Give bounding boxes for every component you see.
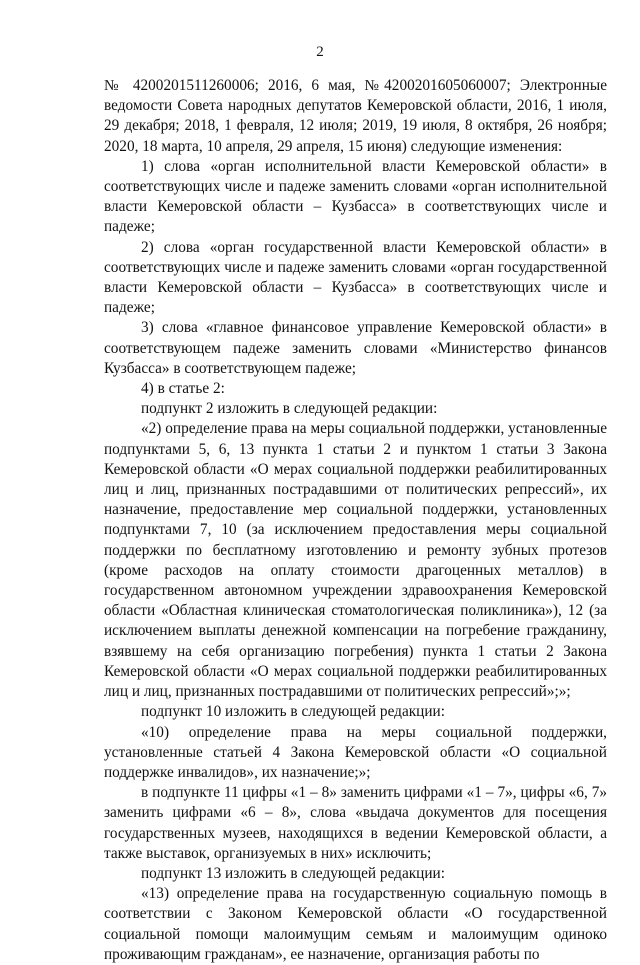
- paragraph-continuation: № 4200201511260006; 2016, 6 мая, №4200201605060007; Электронные ведомости Совета народных депутатов Кемеровской области, 2016, 1 июля, 29 декабря; 2018, 1 февраля, 12 июля; 2019, 19 июля, 8 октября, 26 ноября; 2020, 18 марта, 10 апреля, 29 апреля, 15 июня) следующие изменения:: [104, 77, 607, 155]
- paragraph-item-2: 2) слова «орган государственной власти Кемеровской области» в соответствующих числе и падеже заменить словами «орган государственной власти Кемеровской области – Кузбасса» в соответствующих числе и падеже;: [104, 238, 607, 317]
- paragraph-subpoint-11: в подпункте 11 цифры «1 – 8» заменить цифрами «1 – 7», цифры «6, 7» заменить цифрами «6 – 8», слова «выдача документов для посещения государственных музеев, находящихся в ведении Кемеровской области, а также выставок, организуемых в них» исключить;: [104, 784, 607, 862]
- paragraph-subpoint-13-text: «13) определение права на государственную социальную помощь в соответствии с Законом Кемеровской области «О государственной социальной помощи малоимущим семьям и малоимущим одиноко проживающим гражданам», ее назначение, организация работы по: [104, 885, 607, 963]
- page-number: 2: [316, 44, 324, 60]
- paragraph-subpoint-10-text: «10) определение права на меры социальной поддержки, установленные статьей 4 Закона Кемеровской области «О социальной поддержке инвалидов», их назначение;»;: [104, 723, 607, 781]
- paragraph-item-4: 4) в статье 2:: [141, 380, 225, 398]
- paragraph-subpoint-13-intro: подпункт 13 изложить в следующей редакции:: [141, 864, 445, 882]
- paragraph-item-1: 1) слова «орган исполнительной власти Кемеровской области» в соответствующих числе и падеже заменить словами «орган исполнительной власти Кемеровской области – Кузбасса» в соответствующих числе и падеже;: [104, 157, 607, 236]
- paragraph-subpoint-10-intro: подпункт 10 изложить в следующей редакции:: [141, 703, 445, 721]
- paragraph-subpoint-2-intro: подпункт 2 изложить в следующей редакции:: [141, 400, 438, 418]
- paragraph-item-3: 3) слова «главное финансовое управление Кемеровской области» в соответствующем падеже заменить словами «Министерство финансов Кузбасса» в соответствующем падеже;: [104, 319, 607, 377]
- paragraph-subpoint-2-text: «2) определение права на меры социальной поддержки, установленные подпунктами 5, 6, 13 пункта 1 статьи 2 и пунктом 1 статьи 3 Закона Кемеровской области «О мерах социальной поддержки реабилитированных лиц и лиц, признанных пострадавшими от политических репрессий», их назначение, предоставление мер социальной поддержки, установленных подпунктами 7, 10 (за исключением предоставления меры социальной поддержки по бесплатному изготовлению и ремонту зубных протезов (кроме расходов на оплату стоимости драгоценных металлов) в государственном автономном учреждении здравоохранения Кемеровской области «Областная клиническая стоматологическая поликлиника»), 12 (за исключением выплаты денежной компенсации на погребение гражданину, взявшему на себя организацию погребения) пункта 1 статьи 2 Закона Кемеровской области «О мерах социальной поддержки реабилитированных лиц и лиц, признанных пострадавшими от политических репрессий»;»;: [104, 420, 607, 701]
- document-body: [104, 76, 607, 965]
